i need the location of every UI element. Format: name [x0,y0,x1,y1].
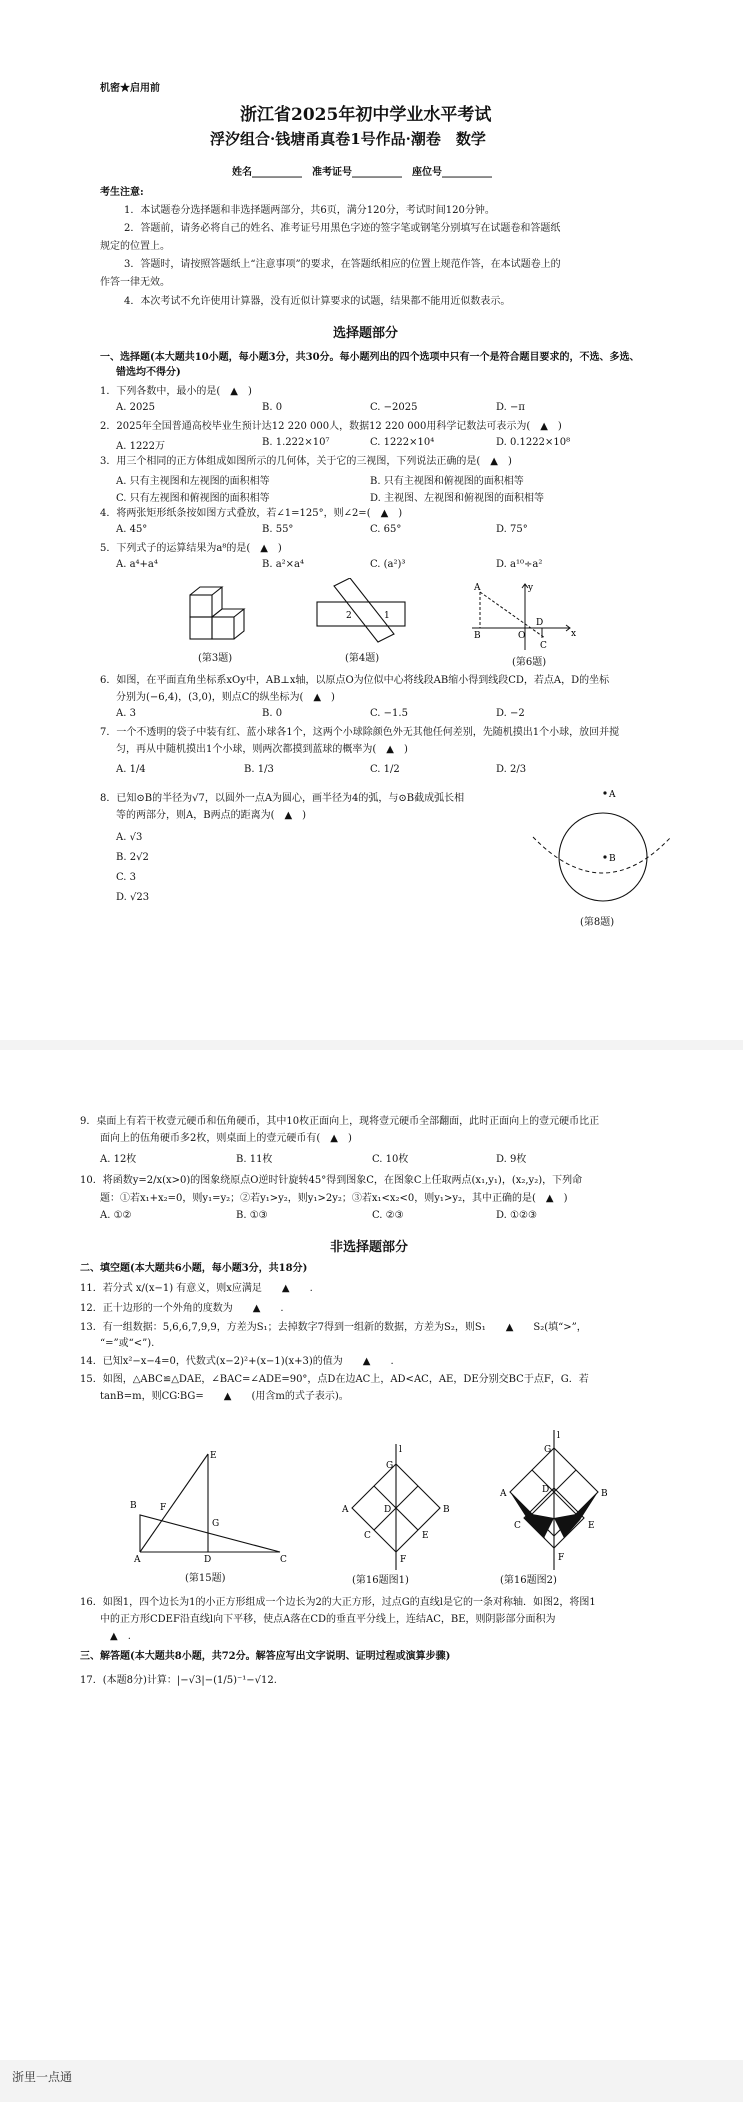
q10-option-c: C. ②③ [372,1210,404,1221]
q2-stem: 2．2025年全国普通高校毕业生预计达12 220 000人，数据12 220 000用科学记数法可表示为( ▲ ) [100,421,562,432]
fig8-point-B-label: B [609,854,616,864]
figure-4-strips [312,578,412,650]
q7-option-b: B. 1/3 [244,764,274,775]
fig15-A-label: A [134,1555,141,1565]
q1-option-b: B. 0 [262,402,283,413]
fig15-F-label: F [160,1503,167,1513]
q15-text: 15．如图，△ABC≌△DAE，∠BAC=∠ADE=90°，点D在边AC上，AD<AC，AE，DE分别交BC于点F，G．若 [80,1374,589,1385]
q3-stem: 3．用三个相同的正方体组成如图所示的几何体，关于它的三视图，下列说法正确的是( ▲ ) [100,456,512,467]
fig16a-A-label: A [342,1505,349,1515]
q16-text-2: 中的正方形CDEF沿直线l向下平移，使点A落在CD的垂直平分线上，连结AC，BE，则阴影部分面积为 [100,1614,556,1625]
fig15-E-label: E [210,1451,217,1461]
q2-option-b: B. 1.222×10⁷ [262,437,330,448]
part1-heading: 一、选择题(本大题共10小题，每小题3分，共30分。每小题列出的四个选项中只有一个是符合题目要求的，不选、多选、 [100,352,640,363]
q3-option-c: C. 只有左视图和俯视图的面积相等 [116,493,270,504]
q7-option-d: D. 2/3 [496,764,527,775]
section-heading-choice: 选择题部分 [333,326,399,341]
figure-4-caption: (第4题) [345,653,380,664]
circle-B [559,813,647,901]
q17-text: 17．(本题8分)计算：|−√3|−(1/5)⁻¹−√12. [80,1675,277,1686]
q6-option-d: D. −2 [496,708,525,719]
q6-stem: 6．如图，在平面直角坐标系xOy中，AB⊥x轴，以原点O为位似中心将线段AB缩小得到线段CD，若点A，D的坐标 [100,675,610,686]
secret-label: 机密★启用前 [100,83,160,94]
exam-title: 浙江省2025年初中学业水平考试 [240,105,492,125]
exam-page-2 [0,1050,743,2060]
q9-option-c: C. 10枚 [372,1154,409,1165]
q1-option-c: C. −2025 [370,402,418,413]
q7-option-a: A. 1/4 [116,764,146,775]
q9-option-b: B. 11枚 [236,1154,273,1165]
fig15-D-label: D [204,1555,212,1565]
figure-8-circles [525,785,675,915]
fig16b-F-label: F [558,1553,565,1563]
q8-stem: 8．已知⊙B的半径为√7，以圆外一点A为圆心，画半径为4的弧，与⊙B截成弧长相 [100,793,465,804]
q10-option-a: A. ①② [100,1210,132,1221]
figure-8-caption: (第8题) [580,917,615,928]
q10-option-b: B. ①③ [236,1210,268,1221]
q1-option-d: D. −π [496,402,525,413]
q7-stem: 7．一个不透明的袋子中装有红、蓝小球各1个，这两个小球除颜色外无其他任何差别，先随机摸出1个小球，放回并搅 [100,727,620,738]
q2-option-d: D. 0.1222×10⁸ [496,437,571,448]
fig16a-G-label: G [386,1461,394,1471]
exam-subtitle: 浮汐组合·钱塘甬真卷1号作品·潮卷 数学 [210,130,486,148]
fig16b-B-label: B [601,1489,608,1499]
fig16b-G-label: G [544,1445,552,1455]
q7-stem-2: 匀，再从中随机摸出1个小球，则两次都摸到蓝球的概率为( ▲ ) [116,744,408,755]
point-D-label: D [536,618,544,628]
fig16b-D-label: D [542,1485,550,1495]
q2-option-c: C. 1222×10⁴ [370,437,435,448]
q8-option-d: D. √23 [116,892,150,903]
figure-16-image-1 [336,1442,456,1572]
q10-stem-2: 题：①若x₁+x₂=0，则y₁=y₂；②若y₁>y₂，则y₁>2y₂；③若x₁<x₂<0，则y₁>y₂，其中正确的是( ▲ ) [100,1193,568,1204]
q8-stem-2: 等的两部分，则A，B两点的距离为( ▲ ) [116,810,307,821]
figure-16-image-2 [484,1428,624,1573]
notice-4: 4．本次考试不允许使用计算器，没有近似计算要求的试题，结果都不能用近似数表示。 [124,296,511,307]
point-C-label: C [540,641,547,651]
q13-text: 13．有一组数据：5,6,6,7,9,9，方差为S₁；去掉数字7得到一组新的数据，方差为S₂，则S₁ ▲ S₂(填“>”， [80,1322,587,1333]
fig16a-C-label: C [364,1531,371,1541]
angle-2-label: 2 [346,611,352,621]
q6-stem-2: 分别为(−6,4)，(3,0)，则点C的纵坐标为( ▲ ) [116,692,335,703]
q4-option-d: D. 75° [496,524,528,535]
q4-stem: 4．将两张矩形纸条按如图方式叠放，若∠1=125°，则∠2=( ▲ ) [100,508,403,519]
q4-option-a: A. 45° [116,524,148,535]
q8-option-a: A. √3 [116,832,143,843]
exam-page-1 [0,0,743,1040]
figure-6-coordinates [470,580,580,652]
figure-3-caption: (第3题) [198,653,233,664]
arc-A [533,837,671,873]
fig16b-A-label: A [500,1489,507,1499]
q16-text-3: ▲ . [100,1631,131,1642]
fig16a-D-label: D [384,1505,392,1515]
q3-option-d: D. 主视图、左视图和俯视图的面积相等 [370,493,545,504]
figure-15-triangles [130,1450,290,1565]
figure-15-caption: (第15题) [185,1573,226,1584]
notice-2b: 规定的位置上。 [100,241,170,252]
q1-stem: 1．下列各数中，最小的是( ▲ ) [100,386,252,397]
part2-heading: 二、填空题(本大题共6小题，每小题3分，共18分) [80,1263,308,1274]
q9-stem: 9．桌面上有若干枚壹元硬币和伍角硬币，其中10枚正面向上，现将壹元硬币全部翻面，此时正面向上的壹元硬币比正 [80,1116,600,1127]
footer-watermark: 浙里一点通 [12,2070,73,2084]
q7-option-c: C. 1/2 [370,764,400,775]
q11-text: 11．若分式 x/(x−1) 有意义，则x应满足 ▲ . [80,1283,313,1294]
q5-option-a: A. a⁴+a⁴ [116,559,158,570]
q1-option-a: A. 2025 [116,402,156,413]
fig15-C-label: C [280,1555,287,1565]
q5-option-c: C. (a²)³ [370,559,406,570]
point-B-label: B [474,631,481,641]
q5-option-d: D. a¹⁰÷a² [496,559,543,570]
origin-O-label: O [518,631,526,641]
q8-option-c: C. 3 [116,872,137,883]
notice-2: 2．答题前，请务必将自己的姓名、准考证号用黑色字迹的签字笔或钢笔分别填写在试题卷和答题纸 [124,223,561,234]
q9-option-a: A. 12枚 [100,1154,137,1165]
notice-heading: 考生注意: [100,187,144,198]
q3-option-a: A. 只有主视图和左视图的面积相等 [116,476,270,487]
q16-text: 16．如图1，四个边长为1的小正方形组成一个边长为2的大正方形，过点G的直线l是它的一条对称轴．如图2，将图1 [80,1597,596,1608]
part3-heading: 三、解答题(本大题共8小题，共72分。解答应写出文字说明、证明过程或演算步骤) [80,1651,451,1662]
fig16b-C-label: C [514,1521,521,1531]
q10-stem: 10．将函数y=2/x(x>0)的图象绕原点O逆时针旋转45°得到图象C，在图象C上任取两点(x₁,y₁)，(x₂,y₂)，下列命 [80,1175,583,1186]
q14-text: 14．已知x²−x−4=0，代数式(x−2)²+(x−1)(x+3)的值为 ▲ . [80,1356,394,1367]
q6-option-c: C. −1.5 [370,708,408,719]
y-axis-label: y [528,583,534,593]
fig16a-B-label: B [443,1505,450,1515]
fig15-B-label: B [130,1501,137,1511]
q10-option-d: D. ①②③ [496,1210,537,1221]
fig8-point-A-label: A [609,790,616,800]
fig16b-l-label: l [557,1431,560,1441]
point-A-label: A [474,583,481,593]
notice-1: 1．本试题卷分选择题和非选择题两部分，共6页，满分120分，考试时间120分钟。 [124,205,495,216]
x-axis-label: x [571,629,577,639]
q8-option-b: B. 2√2 [116,852,149,863]
notice-3b: 作答一律无效。 [100,277,170,288]
notice-3: 3．答题时，请按照答题纸上“注意事项”的要求，在答题纸相应的位置上规范作答，在本试题卷上的 [124,259,561,270]
angle-1-label: 1 [384,611,390,621]
point-A [603,791,606,794]
section-heading-nonchoice: 非选择题部分 [330,1240,409,1255]
fig16a-l-label: l [399,1445,402,1455]
fig15-G-label: G [212,1519,220,1529]
figure-6-caption: (第6题) [512,657,547,668]
point-B [603,855,606,858]
fig16b-E-label: E [588,1521,595,1531]
q2-option-a: A. 1222万 [116,441,166,452]
q5-stem: 5．下列式子的运算结果为a⁸的是( ▲ ) [100,543,282,554]
figure-16-image-2-caption: (第16题图2) [500,1575,557,1586]
figure-3-cubes [185,575,265,645]
q12-text: 12．正十边形的一个外角的度数为 ▲ . [80,1303,284,1314]
part1-heading-2: 错选均不得分) [116,367,181,378]
fig16a-F-label: F [400,1555,407,1565]
q9-option-d: D. 9枚 [496,1154,527,1165]
q15-text-2: tanB=m，则CG∶BG= ▲ (用含m的式子表示)。 [100,1391,349,1402]
q3-option-b: B. 只有主视图和俯视图的面积相等 [370,476,524,487]
q4-option-b: B. 55° [262,524,294,535]
q13-text-2: “=”或“<”). [100,1338,155,1349]
student-fields: 姓名__________ 准考证号__________ 座位号__________ [232,167,492,178]
q5-option-b: B. a²×a⁴ [262,559,305,570]
q4-option-c: C. 65° [370,524,402,535]
q9-stem-2: 面向上的伍角硬币多2枚，则桌面上的壹元硬币有( ▲ ) [100,1133,352,1144]
q6-option-b: B. 0 [262,708,283,719]
q6-option-a: A. 3 [116,708,136,719]
figure-16-image-1-caption: (第16题图1) [352,1575,409,1586]
fig16a-E-label: E [422,1531,429,1541]
